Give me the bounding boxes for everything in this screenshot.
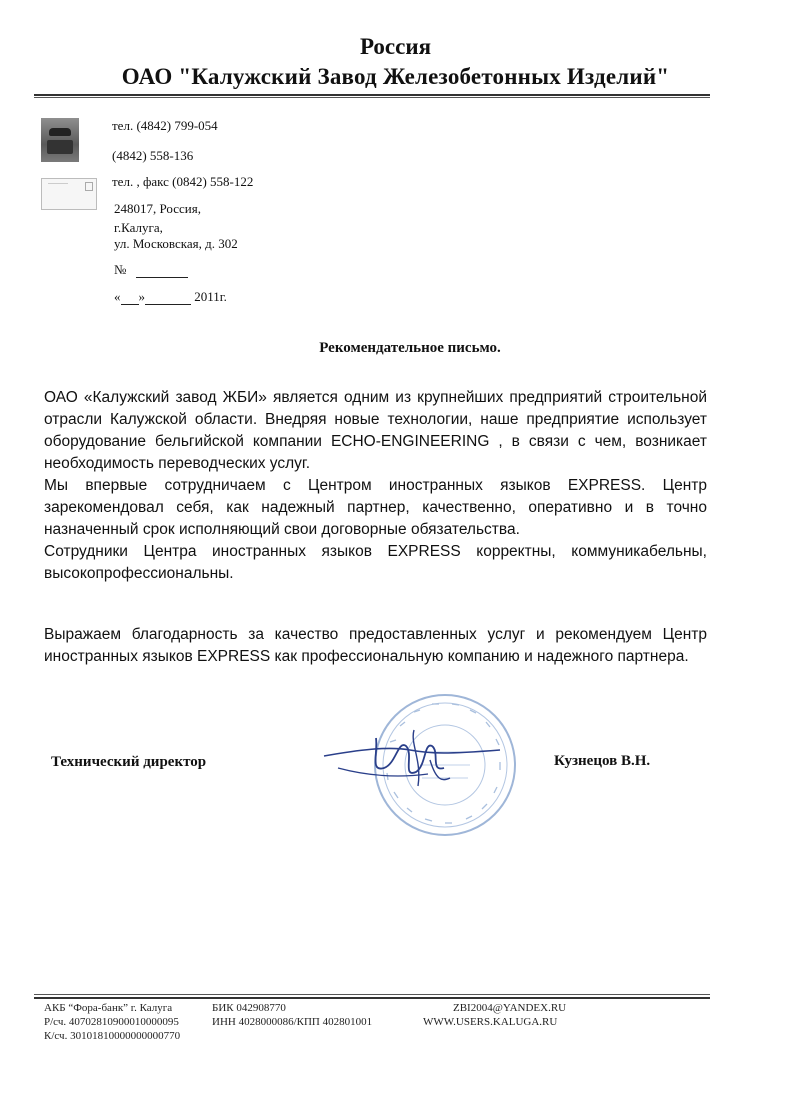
month-blank <box>145 292 191 305</box>
paragraph-4: Выражаем благодарность за качество предоставленных услуг и рекомендуем Центр иностранных языков EXPRESS как профессиональную компанию и надежного партнера. <box>44 626 707 665</box>
footer-divider-thin <box>34 994 710 995</box>
signatory-position: Технический директор <box>51 754 207 770</box>
footer-contact-block <box>423 1001 566 1029</box>
footer-website: WWW.USERS.KALUGA.RU <box>423 1016 558 1028</box>
footer-bank: АКБ “Фора-банк” г. Калуга <box>44 1002 173 1014</box>
phone-icon <box>41 118 79 162</box>
address-line-2: г.Калуга, <box>114 220 163 235</box>
company-heading: ОАО "Калужский Завод Железобетонных Изделий" <box>121 64 670 89</box>
letter-body-closing <box>44 624 707 668</box>
signatory-name: Кузнецов В.Н. <box>554 753 651 769</box>
envelope-icon <box>41 178 97 210</box>
paragraph-1: ОАО «Калужский завод ЖБИ» является одним из крупнейших предприятий строительной отрасли Калужской области. Внедряя новые технологии, наше предприятие использует оборудование бельгийской компании ECHO-ENGINEERING , в связи с чем, возникает необходимость переводческих услуг. <box>44 389 707 472</box>
header-divider <box>34 94 710 96</box>
footer-inn: ИНН 4028000086/КПП 402801001 <box>212 1016 373 1028</box>
number-blank <box>136 265 188 278</box>
date-open-quote: « <box>114 289 121 304</box>
day-blank <box>121 292 139 305</box>
footer-corr-account: К/сч. 30101810000000000770 <box>44 1030 181 1042</box>
number-prefix: № <box>114 262 127 277</box>
paragraph-3: Сотрудники Центра иностранных языков EXPRESS корректны, коммуникабельны, высокопрофессиональны. <box>44 543 707 582</box>
phone-line-1: тел. (4842) 799-054 <box>112 118 218 133</box>
country-heading: Россия <box>359 34 432 59</box>
address-line-3: ул. Московская, д. 302 <box>114 236 238 251</box>
letter-body-main <box>44 387 707 585</box>
footer-bank-block <box>44 1001 180 1043</box>
footer-registration-block <box>212 1001 372 1029</box>
phone-line-2: (4842) 558-136 <box>112 148 194 163</box>
fax-line: тел. , факс (0842) 558-122 <box>112 174 254 189</box>
date-year: 2011г. <box>194 289 227 304</box>
address-line-1: 248017, Россия, <box>114 201 201 216</box>
header-divider-thin <box>34 97 710 98</box>
date-line <box>114 289 227 305</box>
handwritten-signature-icon <box>318 720 508 800</box>
outgoing-number <box>114 262 188 278</box>
date-close-quote: » <box>138 289 145 304</box>
footer-email: ZBI2004@YANDEX.RU <box>453 1002 567 1014</box>
footer-account: Р/сч. 40702810900010000095 <box>44 1016 179 1028</box>
footer-divider <box>34 997 710 999</box>
letter-title: Рекомендательное письмо. <box>319 340 501 356</box>
footer-bik: БИК 042908770 <box>212 1002 286 1014</box>
paragraph-2: Мы впервые сотрудничаем с Центром иностранных языков EXPRESS. Центр зарекомендовал себя, как надежный партнер, качественно, оперативно и в точно назначенный срок исполняющий свои договорные обязательства. <box>44 477 707 538</box>
